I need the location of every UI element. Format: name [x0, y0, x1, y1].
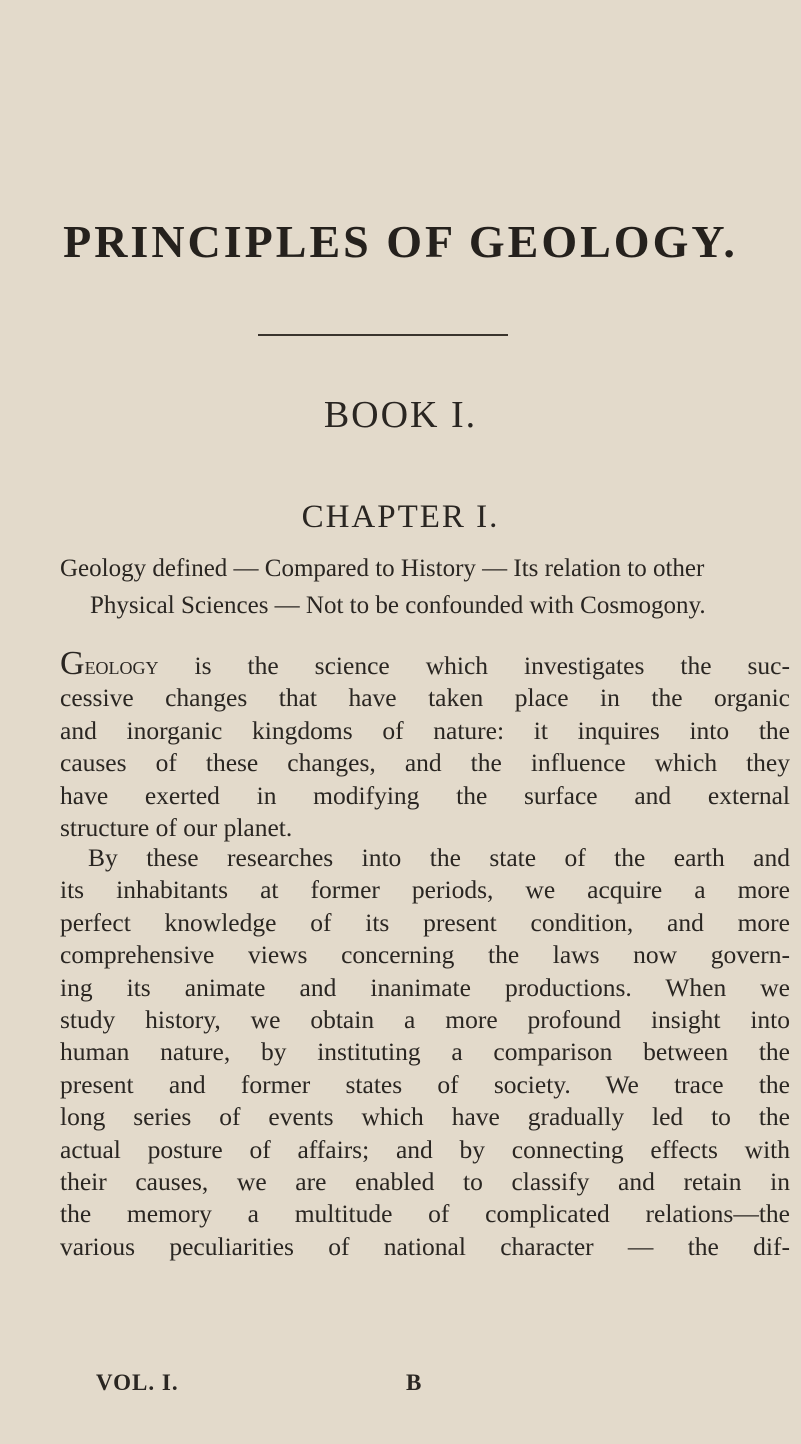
- text-line: various peculiarities of national character — the dif-: [60, 1231, 790, 1261]
- text-line: its inhabitants at former periods, we acquire a more: [60, 875, 790, 905]
- text-line: the memory a multitude of complicated relations—the: [60, 1199, 790, 1229]
- text-line: their causes, we are enabled to classify and retain in: [60, 1167, 790, 1197]
- text-line: ing its animate and inanimate productions. When we: [60, 972, 790, 1002]
- paragraph-1: [60, 645, 790, 844]
- drop-cap: G: [60, 645, 85, 682]
- text-line: have exerted in modifying the surface and external: [60, 780, 790, 810]
- text-line: human nature, by instituting a comparison between the: [60, 1037, 790, 1067]
- chapter-heading: CHAPTER I.: [301, 499, 500, 535]
- paragraph-2: [60, 842, 790, 1263]
- text-line: long series of events which have gradually led to the: [60, 1102, 790, 1132]
- small-caps-word: eology: [84, 651, 159, 680]
- volume-number: VOL. I.: [96, 1370, 179, 1395]
- chapter-summary: [60, 550, 790, 624]
- title-rule-divider: [258, 334, 508, 336]
- text-line: structure of our planet.: [60, 813, 293, 843]
- text-line: and inorganic kingdoms of nature: it inquires into the: [60, 715, 790, 745]
- paragraph-1-line-1: [60, 645, 790, 682]
- text-line: comprehensive views concerning the laws now govern-: [60, 940, 790, 970]
- text-line: actual posture of affairs; and by connecting effects with: [60, 1134, 790, 1164]
- signature-mark: B: [406, 1370, 423, 1395]
- text-line: present and former states of society. We trace the: [60, 1069, 790, 1099]
- text-line: causes of these changes, and the influence which they: [60, 748, 790, 778]
- running-title: PRINCIPLES OF GEOLOGY.: [63, 216, 738, 267]
- text-line: perfect knowledge of its present condition, and more: [60, 907, 790, 937]
- text-line: cessive changes that have taken place in the organic: [60, 683, 790, 713]
- book-heading: BOOK I.: [323, 394, 478, 436]
- summary-line-1: Geology defined — Compared to History — Its relation to other: [60, 555, 705, 582]
- text-line: study history, we obtain a more profound insight into: [60, 1005, 790, 1035]
- first-line-text: is the science which investigates the suc-: [158, 651, 790, 680]
- summary-line-2: Physical Sciences — Not to be confounded with Cosmogony.: [90, 592, 706, 619]
- text-line: By these researches into the state of the earth and: [88, 843, 790, 872]
